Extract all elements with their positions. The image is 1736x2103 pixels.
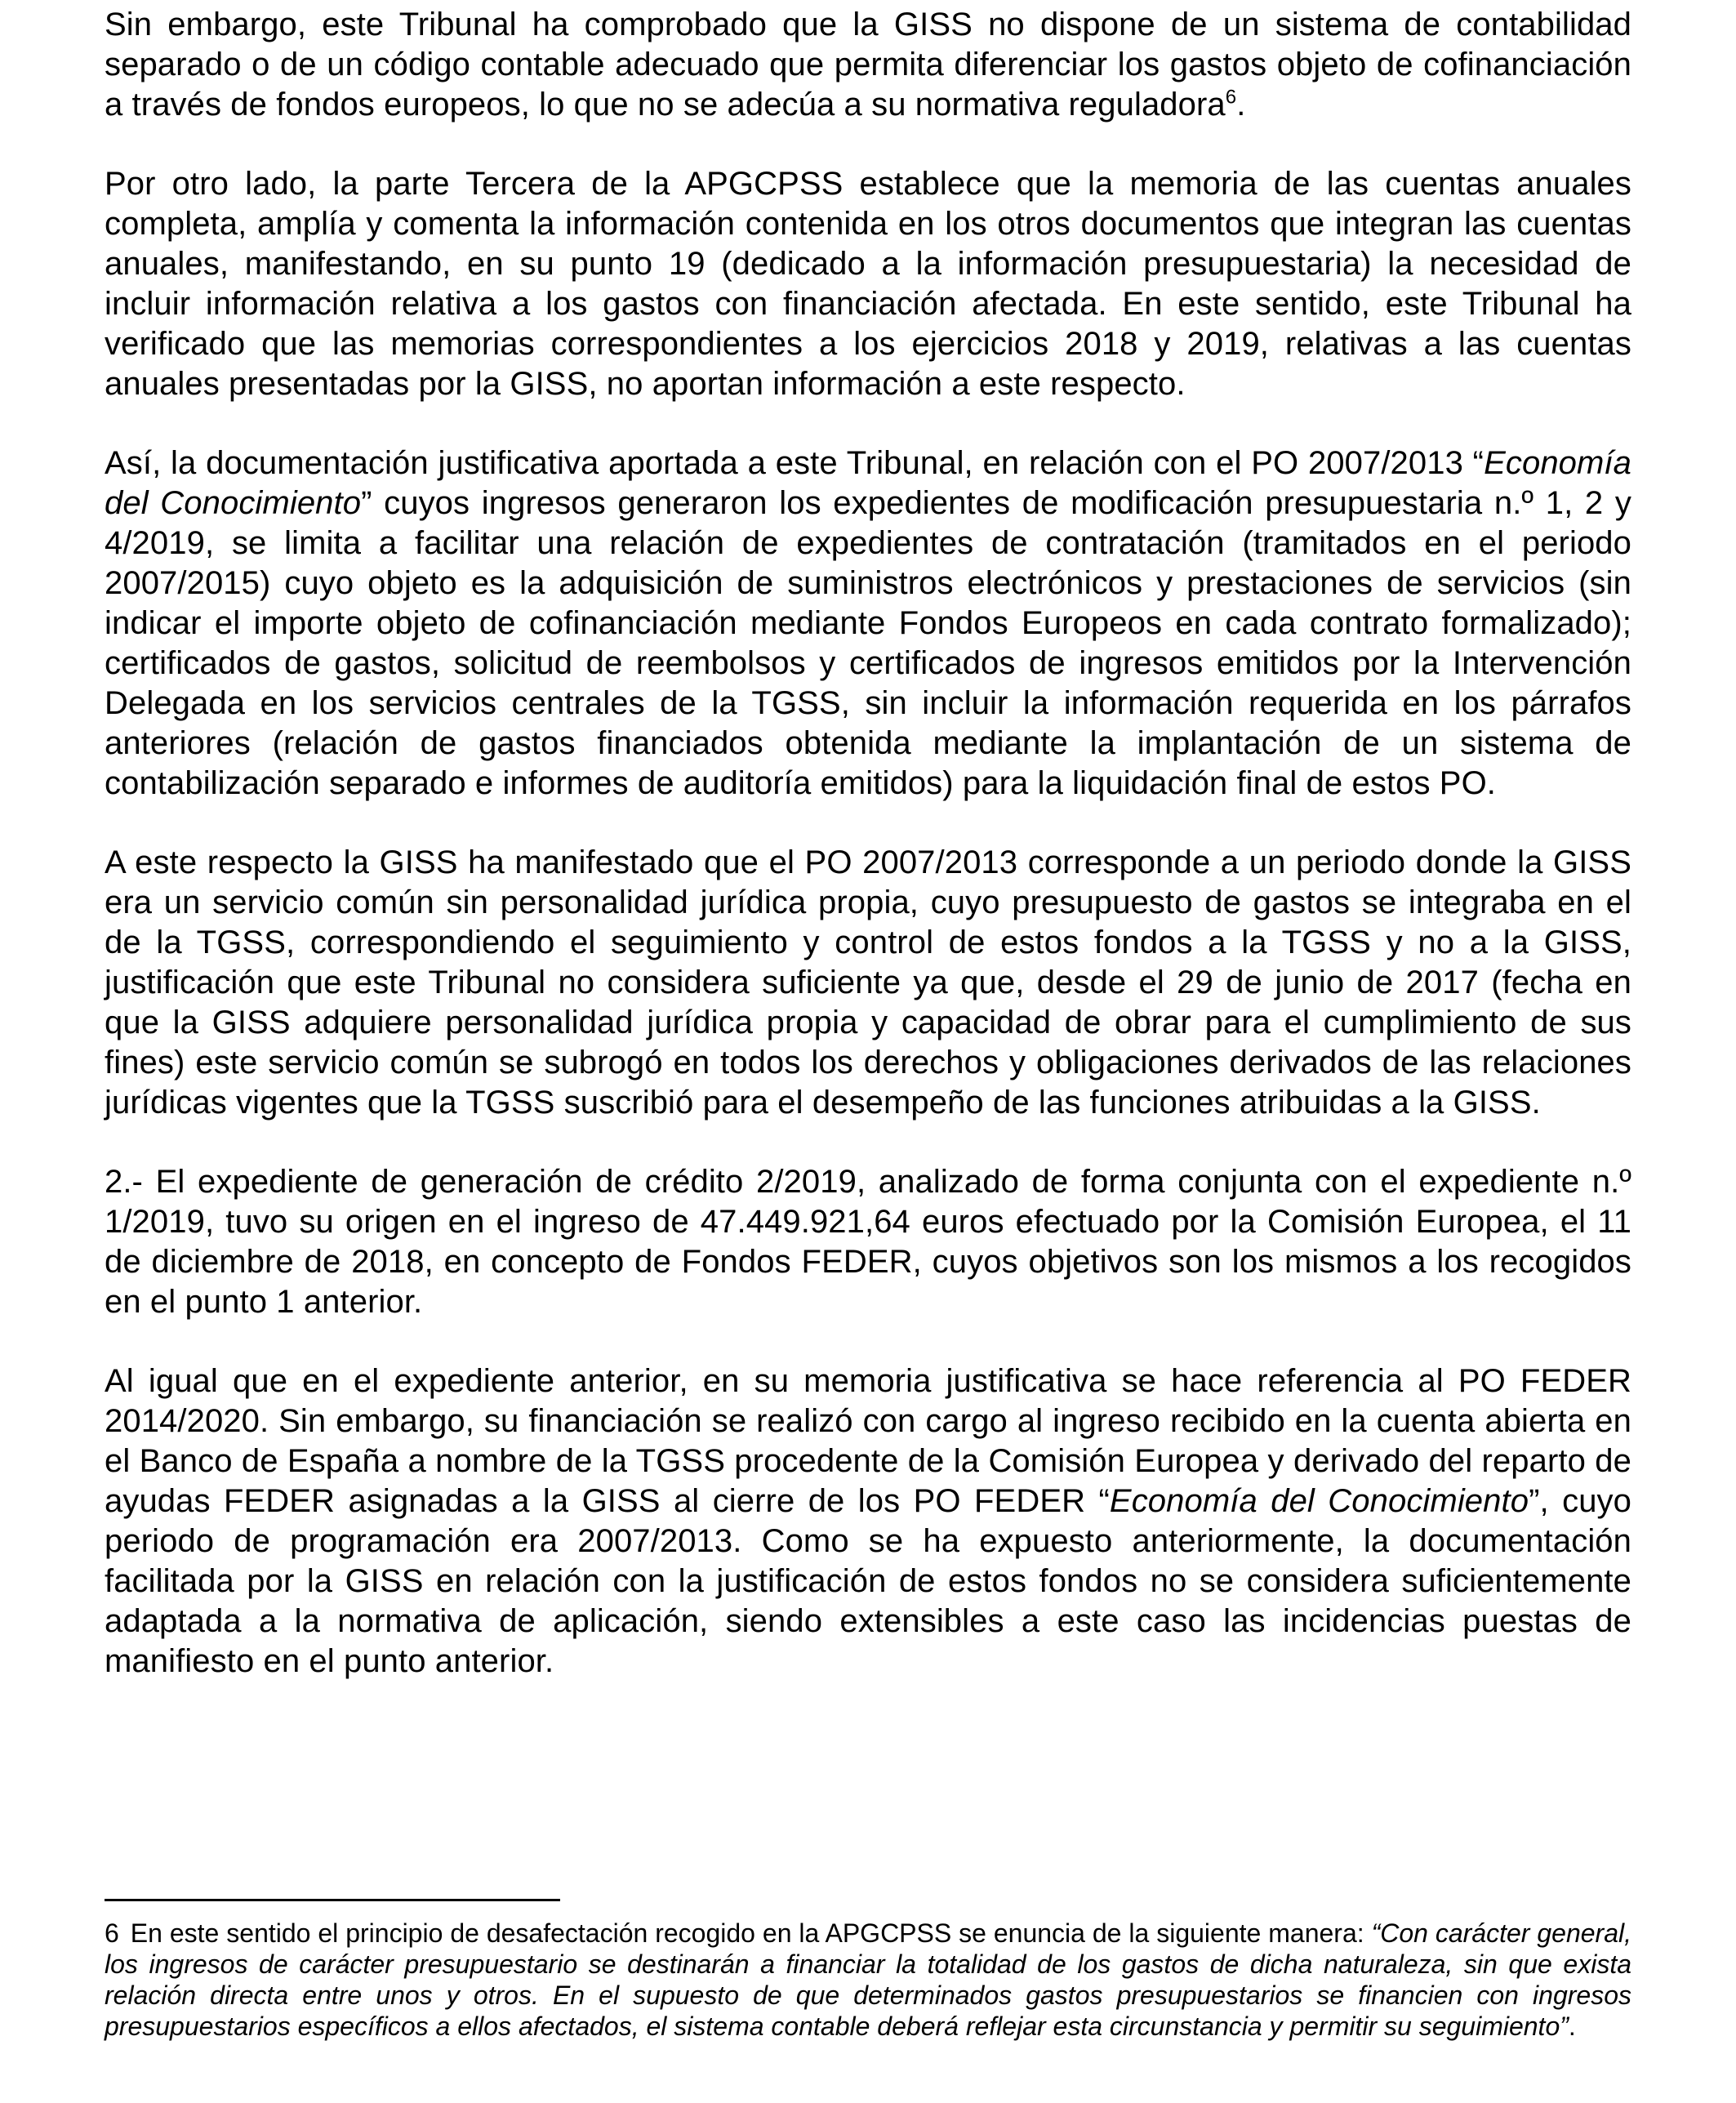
italic-text: Economía del Conocimiento [105,445,1631,521]
text-run: ” cuyos ingresos generaron los expedientes de modificación presupuestaria n.º 1, 2 y 4/2019, se limita a facilitar una relación de expedientes de contratación (tramitados en el periodo 2007/2015) cuyo objeto es la adquisición de suministros electrónicos y prestaciones de servicios (sin indicar el importe objeto de cofinanciación mediante Fondos Europeos en cada contrato formalizado); certificados de gastos, solicitud de reembolsos y certificados de ingresos emitidos por la Intervención Delegada en los servicios centrales de la TGSS, sin incluir la información requerida en los párrafos anteriores (relación de gastos financiados obtenida mediante la implantación de un sistema de contabilización separado e informes de auditoría emitidos) para la liquidación final de estos PO. [105,485,1631,801]
footnote-text [105,1918,1631,2041]
paragraph [105,843,1631,1123]
text-run: A este respecto la GISS ha manifestado que el PO 2007/2013 corresponde a un periodo donde la GISS era un servicio común sin personalidad jurídica propia, cuyo presupuesto de gastos se integraba en el de la TGSS, correspondiendo el seguimiento y control de estos fondos a la TGSS y no a la GISS, justificación que este Tribunal no considera suficiente ya que, desde el 29 de junio de 2017 (fecha en que la GISS adquiere personalidad jurídica propia y capacidad de obrar para el cumplimiento de sus fines) este servicio común se subrogó en todos los derechos y obligaciones derivados de las relaciones jurídicas vigentes que la TGSS suscribió para el desempeño de las funciones atribuidas a la GISS. [105,844,1631,1121]
paragraph [105,1361,1631,1682]
footnote-reference: 6 [1225,86,1237,109]
text-run: 2.- El expediente de generación de crédito 2/2019, analizado de forma conjunta con el expediente n.º 1/2019, tuvo su origen en el ingreso de 47.449.921,64 euros efectuado por la Comisión Europea, el 11 de diciembre de 2018, en concepto de Fondos FEDER, cuyos objetivos son los mismos a los recogidos en el punto 1 anterior. [105,1164,1631,1320]
paragraph [105,443,1631,804]
text-run: . [1568,2012,1576,2041]
paragraph [105,1162,1631,1322]
italic-text: “Con carácter general, los ingresos de carácter presupuestario se destinarán a financiar la totalidad de los gastos de dicha naturaleza, sin que exista relación directa entre unos y otros. En el supuesto de que determinados gastos presupuestarios se financien con ingresos presupuestarios específicos a ellos afectados, el sistema contable deberá reflejar esta circunstancia y permitir su seguimiento” [105,1918,1632,2041]
text-run: . [1236,87,1246,123]
text-run: Así, la documentación justificativa aportada a este Tribunal, en relación con el PO 2007/2013 “ [105,445,1485,481]
italic-text: Economía del Conocimiento [1109,1483,1529,1519]
text-run: Por otro lado, la parte Tercera de la APGCPSS establece que la memoria de las cuentas anuales completa, amplía y comenta la información contenida en los otros documentos que integran las cuentas anuales, manifestando, en su punto 19 (dedicado a la información presupuestaria) la necesidad de incluir información relativa a los gastos con financiación afectada. En este sentido, este Tribunal ha verificado que las memorias correspondientes a los ejercicios 2018 y 2019, relativas a las cuentas anuales presentadas por la GISS, no aportan información a este respecto. [105,166,1631,402]
text-run: ”, cuyo periodo de programación era 2007/2013. Como se ha expuesto anteriormente, la documentación facilitada por la GISS en relación con la justificación de estos fondos no se considera suficientemente adaptada a la normativa de aplicación, siendo extensibles a este caso las incidencias puestas de manifiesto en el punto anterior. [105,1483,1632,1679]
text-run: En este sentido el principio de desafectación recogido en la APGCPSS se enuncia de la siguiente manera: [130,1918,1372,1948]
document-body [105,5,1631,1721]
text-run: Sin embargo, este Tribunal ha comprobado que la GISS no dispone de un sistema de contabilidad separado o de un código contable adecuado que permita diferenciar los gastos objeto de cofinanciación a través de fondos europeos, lo que no se adecúa a su normativa reguladora [105,7,1631,123]
paragraph [105,164,1631,404]
footnote-number: 6 [105,1918,119,1948]
footnote [105,1918,1631,2042]
footnote-separator [105,1899,560,1901]
text-run: Al igual que en el expediente anterior, en su memoria justificativa se hace referencia al PO FEDER 2014/2020. Sin embargo, su financiación se realizó con cargo al ingreso recibido en la cuenta abierta en el Banco de España a nombre de la TGSS procedente de la Comisión Europea y derivado del reparto de ayudas FEDER asignadas a la GISS al cierre de los PO FEDER “ [105,1363,1631,1519]
paragraph [105,5,1631,125]
